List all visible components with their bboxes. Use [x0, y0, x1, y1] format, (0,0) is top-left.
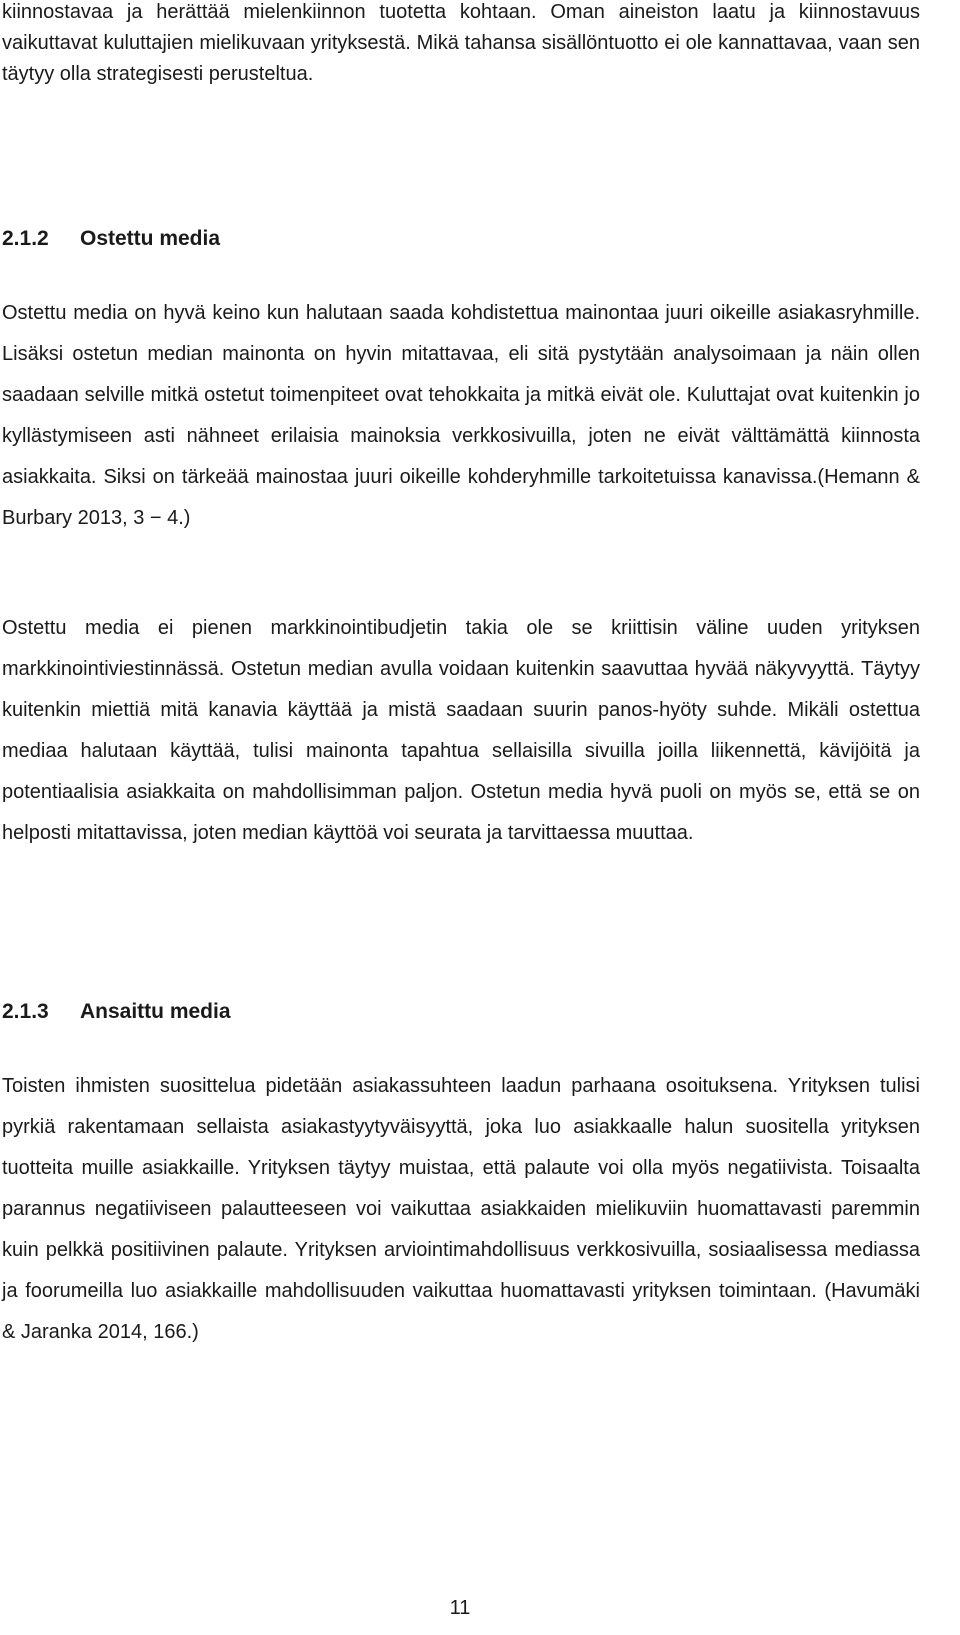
- paragraph-bought-media-2: Ostettu media ei pienen markkinointibudjetin takia ole se kriittisin väline uuden yrityksen markkinointiviestinnässä. Ostetun median avulla voidaan kuitenkin saavuttaa hyvää näkyvyyttä. Täytyy kuitenkin miettiä mitä kanavia käyttää ja mistä saadaan suurin panos-hyöty suhde. Mikäli ostettua mediaa halutaan käyttää, tulisi mainonta tapahtua sellaisilla sivuilla joilla liikennettä, kävijöitä ja potentiaalisia asiakkaita on mahdollisimman paljon. Ostetun media hyvä puoli on myös se, että se on helposti mitattavissa, joten median käyttöä voi seurata ja tarvittaessa muuttaa.: [2, 617, 920, 844]
- section-title: Ansaittu media: [80, 1000, 231, 1023]
- section-heading-bought-media: [2, 225, 220, 253]
- page-number: 11: [449, 1597, 471, 1619]
- section-heading-earned-media: [2, 998, 231, 1026]
- paragraph-bought-media-1: Ostettu media on hyvä keino kun halutaan saada kohdistettua mainontaa juuri oikeille asiakasryhmille. Lisäksi ostetun median mainonta on hyvin mitattavaa, eli sitä pystytään analysoimaan ja näin ollen saadaan selville mitkä ostetut toimenpiteet ovat tehokkaita ja mitkä eivät ole. Kuluttajat ovat kuitenkin jo kyllästymiseen asti nähneet erilaisia mainoksia verkkosivuilla, joten ne eivät välttämättä kiinnosta asiakkaita. Siksi on tärkeää mainostaa juuri oikeille kohderyhmille tarkoitetuissa kanavissa.(Hemann & Burbary 2013, 3 − 4.): [2, 302, 920, 529]
- section-number: 2.1.2: [2, 227, 49, 250]
- section-title: Ostettu media: [80, 227, 221, 250]
- paragraph-earned-media-1: Toisten ihmisten suosittelua pidetään asiakassuhteen laadun parhaana osoituksena. Yrityksen tulisi pyrkiä rakentamaan sellaista asiakastyytyväisyyttä, joka luo asiakkaalle halun suositella yrityksen tuotteita muille asiakkaille. Yrityksen täytyy muistaa, että palaute voi olla myös negatiivista. Toisaalta parannus negatiiviseen palautteeseen voi vaikuttaa asiakkaiden mielikuviin huomattavasti paremmin kuin pelkkä positiivinen palaute. Yrityksen arviointimahdollisuus verkkosivuilla, sosiaalisessa mediassa ja foorumeilla luo asiakkaille mahdollisuuden vaikuttaa huomattavasti yrityksen toimintaan. (Havumäki & Jaranka 2014, 166.): [2, 1075, 920, 1343]
- paragraph-intro-continued: kiinnostavaa ja herättää mielenkiinnon tuotetta kohtaan. Oman aineiston laatu ja kiinnostavuus vaikuttavat kuluttajien mielikuvaan yrityksestä. Mikä tahansa sisällöntuotto ei ole kannattavaa, vaan sen täytyy olla strategisesti perusteltua.: [2, 1, 920, 85]
- section-number: 2.1.3: [2, 1000, 49, 1023]
